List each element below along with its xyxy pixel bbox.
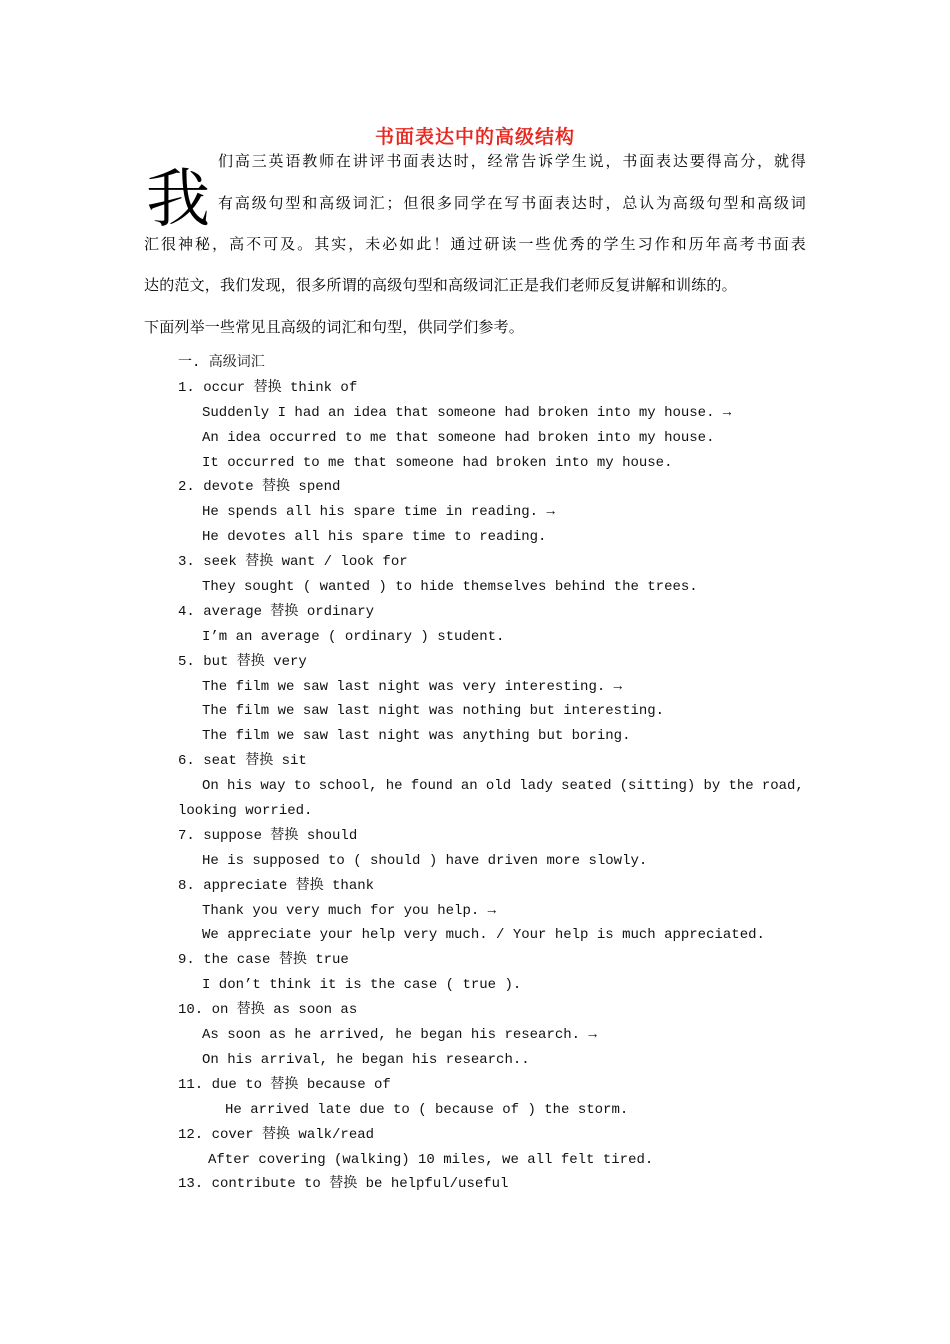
word: found xyxy=(410,778,453,795)
example-sentence: It occurred to me that someone had broken into my house. xyxy=(202,454,673,471)
word: the xyxy=(728,778,754,795)
section-heading: 一. 高级词汇 xyxy=(178,355,265,371)
item-heading: 12. cover 替换 walk/read xyxy=(178,1126,375,1143)
page-title: 书面表达中的高级结构 xyxy=(374,126,575,148)
justified-line xyxy=(202,774,804,799)
intro-line-1: 们高三英语教师在讲评书面表达时，经常告诉学生说，书面表达要得高分，就得 xyxy=(218,152,806,170)
example-continuation: looking worried. xyxy=(178,803,313,820)
item-heading: 3. seek 替换 want / look for xyxy=(178,554,408,571)
item-heading: 6. seat 替换 sit xyxy=(178,753,307,770)
example-sentence: I don’t think it is the case ( true ). xyxy=(202,977,522,994)
example-sentence: The film we saw last night was nothing but interesting. xyxy=(202,703,665,720)
item-heading: 2. devote 替换 spend xyxy=(178,479,341,496)
word: (sitting) xyxy=(619,778,696,795)
word: road, xyxy=(761,778,804,795)
example-sentence: After covering (walking) 10 miles, we all felt tired. xyxy=(208,1151,654,1168)
example-sentence: The film we saw last night was very interesting. → xyxy=(202,678,623,695)
example-sentence: They sought ( wanted ) to hide themselves behind the trees. xyxy=(202,579,698,596)
vocab-list xyxy=(178,351,818,1197)
example-sentence: We appreciate your help very much. / Your help is much appreciated. xyxy=(202,927,765,944)
item-heading: 13. contribute to 替换 be helpful/useful xyxy=(178,1176,509,1193)
word: lady xyxy=(519,778,553,795)
item-heading: 10. on 替换 as soon as xyxy=(178,1002,358,1019)
intro-line-2: 有高级句型和高级词汇；但很多同学在写书面表达时，总认为高级句型和高级词 xyxy=(218,194,806,212)
word: old xyxy=(485,778,512,795)
example-sentence: He devotes all his spare time to reading. xyxy=(202,529,547,546)
example-sentence xyxy=(178,774,818,799)
item-heading: 9. the case 替换 true xyxy=(178,952,349,969)
drop-cap: 我 xyxy=(146,163,210,237)
word: by xyxy=(703,778,721,795)
item-heading: 11. due to 替换 because of xyxy=(178,1076,391,1093)
example-sentence: He spends all his spare time in reading. → xyxy=(202,504,555,521)
word: an xyxy=(460,778,478,795)
example-sentence: The film we saw last night was anything but boring. xyxy=(202,728,631,745)
example-sentence: Suddenly I had an idea that someone had broken into my house. → xyxy=(202,404,732,421)
example-sentence: He is supposed to ( should ) have driven more slowly. xyxy=(202,852,648,869)
word: On xyxy=(202,778,219,795)
word: school, xyxy=(318,778,378,795)
intro-line-4: 达的范文，我们发现，很多所谓的高级句型和高级词汇正是我们老师反复讲解和训练的。 xyxy=(144,276,737,294)
example-sentence: He arrived late due to ( because of ) the storm. xyxy=(225,1101,629,1118)
word: to xyxy=(293,778,311,795)
word: he xyxy=(385,778,403,795)
item-heading: 4. average 替换 ordinary xyxy=(178,603,375,620)
word: his xyxy=(226,778,253,795)
intro-line-3: 汇很神秘，高不可及。其实，未必如此！通过研读一些优秀的学生习作和历年高考书面表 xyxy=(144,235,806,253)
item-heading: 7. suppose 替换 should xyxy=(178,827,358,844)
item-heading: 1. occur 替换 think of xyxy=(178,379,358,396)
example-sentence: An idea occurred to me that someone had broken into my house. xyxy=(202,429,715,446)
intro-line-5: 下面列举一些常见且高级的词汇和句型，供同学们参考。 xyxy=(144,318,525,336)
example-sentence: Thank you very much for you help. → xyxy=(202,902,497,919)
word: seated xyxy=(561,778,612,795)
word: way xyxy=(260,778,286,795)
example-sentence: I’m an average ( ordinary ) student. xyxy=(202,628,505,645)
item-heading: 5. but 替换 very xyxy=(178,653,307,670)
example-sentence: On his arrival, he began his research.. xyxy=(202,1051,530,1068)
example-sentence: As soon as he arrived, he began his research. → xyxy=(202,1027,597,1044)
item-heading: 8. appreciate 替换 thank xyxy=(178,877,375,894)
